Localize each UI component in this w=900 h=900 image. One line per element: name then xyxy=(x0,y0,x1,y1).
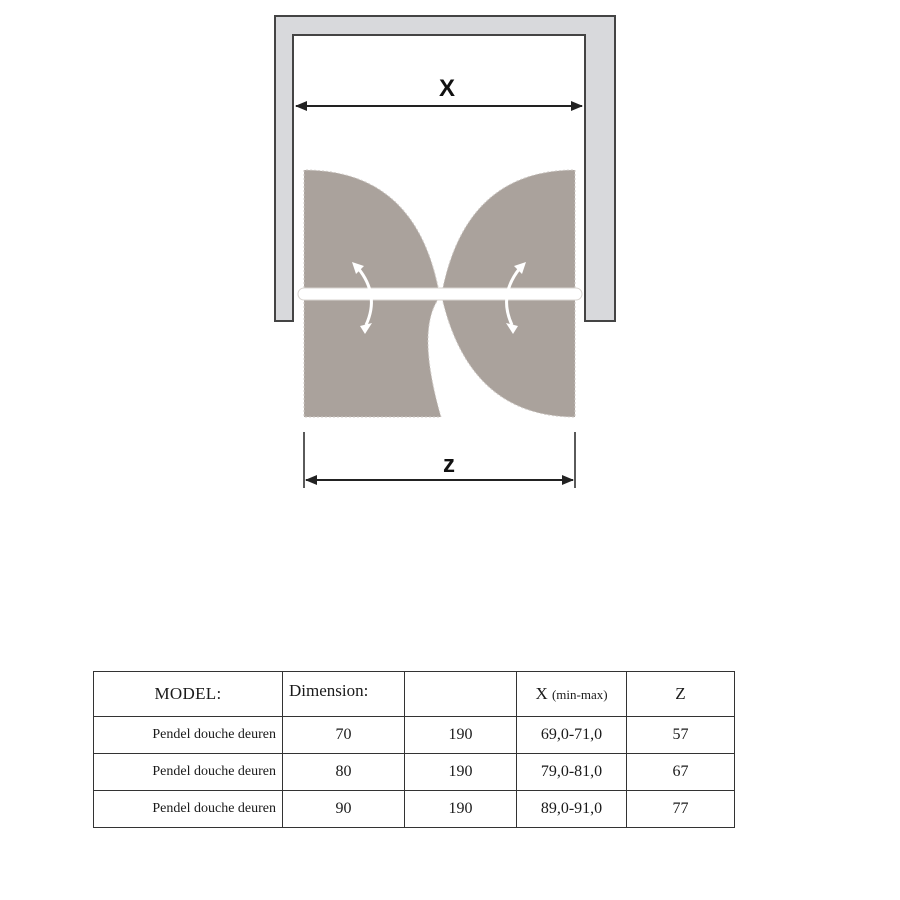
cell-z: 57 xyxy=(627,717,735,754)
table-row xyxy=(94,791,735,828)
cell-height: 190 xyxy=(405,791,517,828)
left-door-upper xyxy=(304,170,439,292)
cell-z: 67 xyxy=(627,754,735,791)
left-door-lower xyxy=(304,298,441,417)
table-header-row xyxy=(94,672,735,717)
cell-x-range: 89,0-91,0 xyxy=(517,791,627,828)
cell-width: 90 xyxy=(283,791,405,828)
right-door-upper xyxy=(442,170,575,292)
table-row xyxy=(94,717,735,754)
header-dimension: Dimension: xyxy=(283,672,405,717)
cell-model: Pendel douche deuren xyxy=(94,717,283,754)
cell-height: 190 xyxy=(405,754,517,791)
header-z: Z xyxy=(627,672,735,717)
header-height xyxy=(405,672,517,717)
hinge-bar xyxy=(298,288,582,300)
header-x-sub: (min-max) xyxy=(551,687,608,702)
header-x-main: X xyxy=(535,684,548,703)
x-dimension-label: X xyxy=(438,75,456,102)
cell-x-range: 69,0-71,0 xyxy=(517,717,627,754)
cell-width: 70 xyxy=(283,717,405,754)
spec-table xyxy=(93,671,735,828)
cell-model: Pendel douche deuren xyxy=(94,791,283,828)
cell-height: 190 xyxy=(405,717,517,754)
cell-z: 77 xyxy=(627,791,735,828)
table-row xyxy=(94,754,735,791)
header-model: MODEL: xyxy=(94,672,283,717)
cell-width: 80 xyxy=(283,754,405,791)
z-dimension-label: z xyxy=(443,451,455,478)
cell-x-range: 79,0-81,0 xyxy=(517,754,627,791)
header-x xyxy=(517,672,627,717)
cell-model: Pendel douche deuren xyxy=(94,754,283,791)
